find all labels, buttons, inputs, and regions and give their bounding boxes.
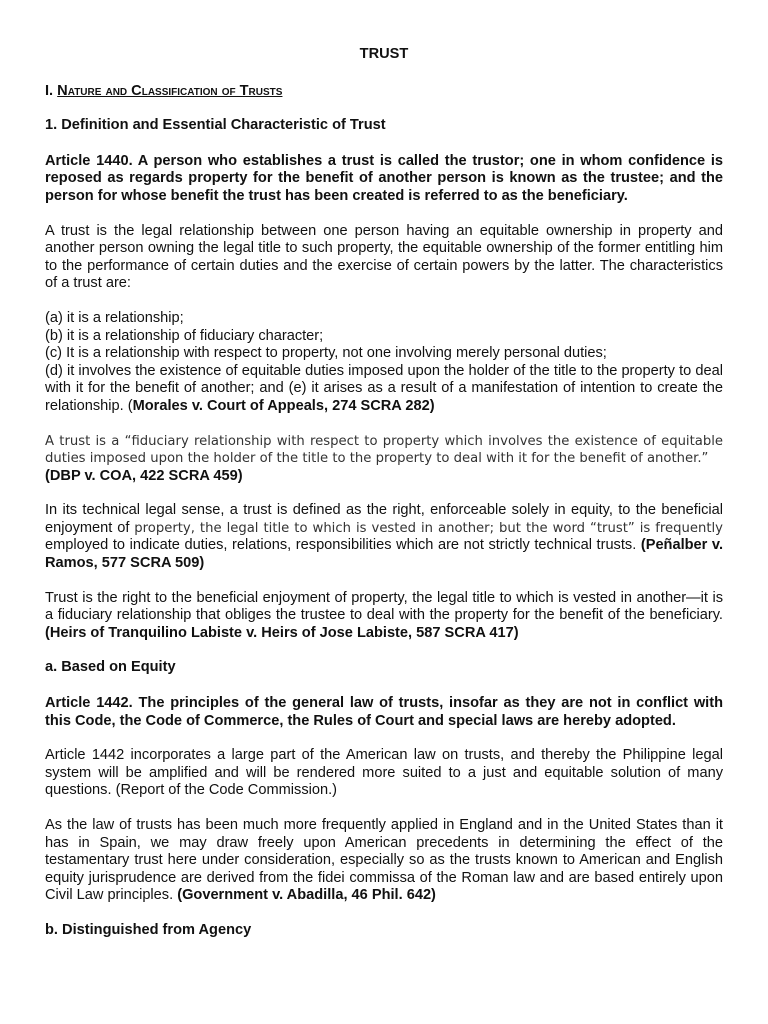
list-item: (b) it is a relationship of fiduciary character; — [45, 327, 324, 344]
list-item: (a) it is a relationship; — [45, 309, 184, 326]
subheading-agency: b. Distinguished from Agency — [45, 921, 252, 938]
paragraph-dbp — [45, 433, 723, 486]
section-title: Nature and Classification of Trusts — [57, 82, 283, 99]
paragraph-labiste — [45, 590, 723, 643]
list-item-text: (d) it involves the existence of equitable duties imposed upon the holder of the title to the property to deal with it for the benefit of another; and (e) it arises as a result of a manifestation of intention to create the relationship. ( — [45, 362, 723, 414]
paragraph-text: In its technical legal sense, a trust is defined as the right, enforceable solely in equity, to the beneficial enjoyment of — [45, 502, 723, 536]
paragraph-abadilla — [45, 817, 723, 905]
citation-penalber: (Peñalber v. Ramos, 577 SCRA 509) — [45, 537, 724, 572]
citation-labiste: (Heirs of Tranquilino Labiste v. Heirs of Jose Labiste, 587 SCRA 417) — [45, 624, 519, 641]
subheading-definition: 1. Definition and Essential Characteristic of Trust — [45, 117, 386, 134]
paragraph-trust-definition: A trust is the legal relationship between one person having an equitable ownership in property and another person owning the legal title to such property, the equitable ownership of the former entitling him to the performance of certain duties and the exercise of certain powers by the latter. The characteristics of a trust are: — [45, 222, 723, 292]
paragraph-text: Trust is the right to the beneficial enjoyment of property, the legal title to which is vested in another—it is a fiduciary relationship that obliges the trustee to deal with the property for the benefit of the beneficiary. — [45, 589, 723, 624]
article-1442: Article 1442. The principles of the general law of trusts, insofar as they are not in conflict with this Code, the Code of Commerce, the Rules of Court and special laws are hereby adopted. — [45, 695, 723, 729]
paragraph-text: A trust is a “ — [45, 433, 132, 449]
paragraph-text: property, the legal title to which is vested in another; but the word “trust” is frequently — [134, 520, 723, 536]
citation-abadilla: (Government v. Abadilla, 46 Phil. 642) — [177, 887, 436, 904]
paragraph-text: As the law of trusts has been much more frequently applied in England and in the United States than it has in Spain, we may draw freely upon American precedents in determining the effect of the testamentary trust here under consideration, especially so as the trusts known to American and English equity jurisprudence are derived from the fidei commissa of the Roman law and are based entirely upon Civil Law principles. — [45, 817, 723, 904]
list-item: (c) It is a relationship with respect to property, not one involving merely personal duties; — [45, 345, 607, 362]
document-page — [45, 46, 723, 958]
characteristics-list — [45, 310, 723, 416]
article-1440: Article 1440. A person who establishes a trust is called the trustor; one in whom confidence is reposed as regards property for the benefit of another person is known as the trustee; and the person for whose benefit the trust has been created is referred to as the beneficiary. — [45, 152, 723, 204]
section-heading — [45, 83, 723, 101]
paragraph-article-1442: Article 1442 incorporates a large part of the American law on trusts, and thereby the Philippine legal system will be amplified and will be rendered more suited to a just and equitable solution of many questions. (Report of the Code Commission.) — [45, 747, 723, 799]
paragraph-text: fiduciary relationship with respect to property which involves the existence of equitable duties imposed upon the holder of the title to the property to deal with it for the benefit of another.” — [45, 433, 723, 467]
citation-morales: Morales v. Court of Appeals, 274 SCRA 282) — [132, 397, 435, 414]
list-item — [45, 363, 723, 416]
paragraph-text: employed to indicate duties, relations, responsibilities which are not strictly technical trusts. — [45, 537, 641, 554]
document-title: TRUST — [359, 46, 409, 62]
subheading-based-on-equity: a. Based on Equity — [45, 659, 176, 676]
paragraph-penalber — [45, 502, 723, 572]
section-number: I. — [45, 82, 58, 99]
citation-dbp: (DBP v. COA, 422 SCRA 459) — [45, 467, 243, 484]
